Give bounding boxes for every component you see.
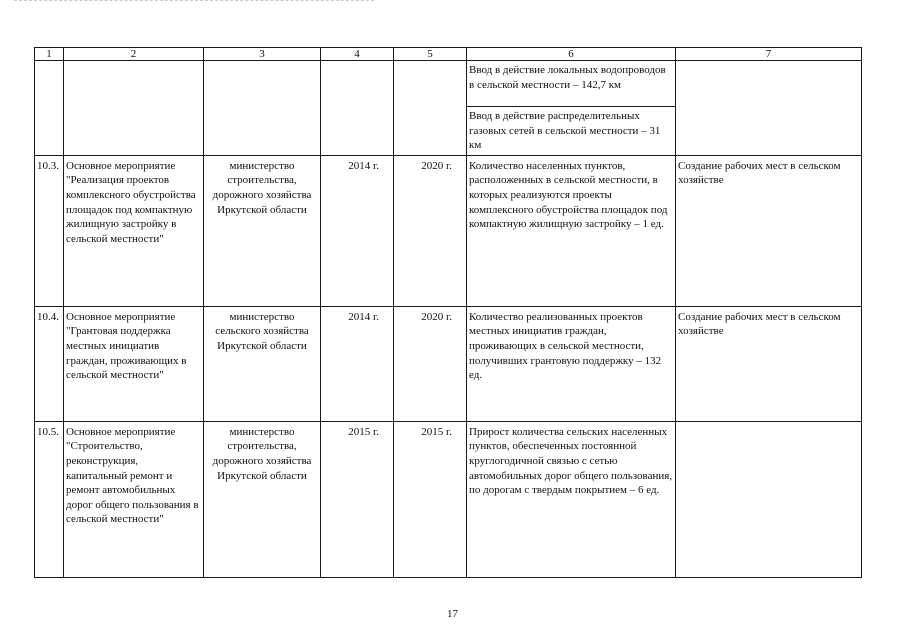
empty-cell (676, 61, 862, 156)
table-row (35, 421, 862, 577)
row-number: 10.4. (35, 306, 64, 421)
result-cell: Создание рабочих мест в сельском хозяйстве (676, 306, 862, 421)
result-cell (676, 421, 862, 577)
column-number: 1 (35, 48, 64, 61)
end-year-cell: 2020 г. (394, 155, 467, 306)
start-year-cell: 2014 г. (321, 306, 394, 421)
scan-artifact-line (14, 0, 374, 5)
column-number: 6 (467, 48, 676, 61)
column-number: 3 (204, 48, 321, 61)
table-row (35, 306, 862, 421)
executor-cell: министерство строительства, дорожного хозяйства Иркутской области (204, 155, 321, 306)
table-row (35, 155, 862, 306)
activity-cell: Основное мероприятие "Строительство, реконструкция, капитальный ремонт и ремонт автомобильных дорог общего пользования в сельской местности" (64, 421, 204, 577)
executor-cell: министерство строительства, дорожного хозяйства Иркутской области (204, 421, 321, 577)
start-year-cell: 2015 г. (321, 421, 394, 577)
result-cell: Создание рабочих мест в сельском хозяйстве (676, 155, 862, 306)
indicator-cell: Ввод в действие распределительных газовых сетей в сельской местности – 31 км (467, 107, 676, 156)
indicator-cell: Прирост количества сельских населенных пунктов, обеспеченных постоянной круглогодичной связью с сетью автомобильных дорог общего пользования, по дорогам с твердым покрытием – 6 ед. (467, 421, 676, 577)
page-number: 17 (447, 608, 458, 620)
executor-cell: министерство сельского хозяйства Иркутской области (204, 306, 321, 421)
empty-cell (204, 61, 321, 156)
empty-cell (394, 61, 467, 156)
activity-cell: Основное мероприятие "Реализация проектов комплексного обустройства площадок под компактную жилищную застройку в сельской местности" (64, 155, 204, 306)
indicator-cell: Ввод в действие локальных водопроводов в сельской местности – 142,7 км (467, 61, 676, 107)
start-year-cell: 2014 г. (321, 155, 394, 306)
empty-cell (321, 61, 394, 156)
row-number: 10.5. (35, 421, 64, 577)
program-activities-table (34, 47, 862, 578)
column-number-row (35, 48, 862, 61)
empty-cell (64, 61, 204, 156)
column-number: 4 (321, 48, 394, 61)
indicator-cell: Количество населенных пунктов, расположенных в сельской местности, в которых реализуются проекты комплексного обустройства площадок под компактную жилищную застройку – 1 ед. (467, 155, 676, 306)
end-year-cell: 2020 г. (394, 306, 467, 421)
end-year-cell: 2015 г. (394, 421, 467, 577)
column-number: 5 (394, 48, 467, 61)
empty-cell (35, 61, 64, 156)
column-number: 7 (676, 48, 862, 61)
row-number: 10.3. (35, 155, 64, 306)
indicator-cell: Количество реализованных проектов местных инициатив граждан, проживающих в сельской местности, получивших грантовую поддержку – 132 ед. (467, 306, 676, 421)
continuation-row (35, 61, 862, 107)
column-number: 2 (64, 48, 204, 61)
activity-cell: Основное мероприятие "Грантовая поддержка местных инициатив граждан, проживающих в сельской местности" (64, 306, 204, 421)
